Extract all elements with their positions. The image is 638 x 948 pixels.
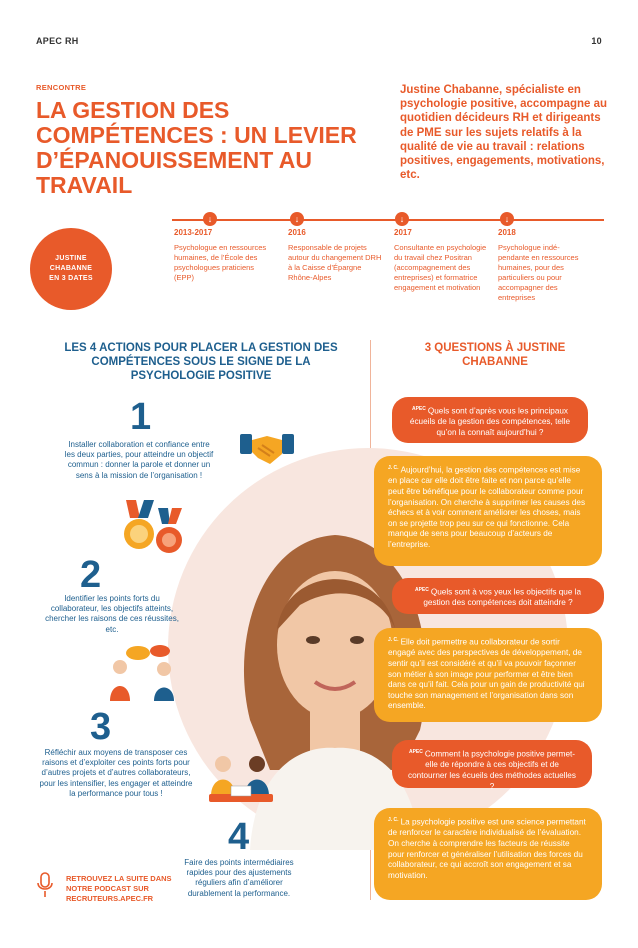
handshake-icon [240,428,294,470]
answer-text: Aujourd’hui, la gestion des compétences est mise en place car elle doit être faite et non parce qu’elle peut être bénéfique pour le collaborateur comme pour l’organisation. On cherche à supprimer les causes des échecs et à voir comment améliorer les choses, mais on se projette trop peu sur ce qui fonctionne. Cela manque de sens pour beaucoup d’acteurs de l’entreprise. [388,465,586,549]
question-bubble [392,397,588,443]
action-number: 2 [80,554,102,596]
action-number: 1 [130,396,152,438]
question-text: Quels sont d’après vous les principaux écueils de la gestion des compétences, telle qu’on la connaît aujourd’hui ? [409,406,571,437]
microphone-icon [36,872,54,898]
answer-tag: J. C. [388,465,399,471]
question-bubble [392,740,592,791]
questions-section-title: 3 QUESTIONS À JUSTINE CHABANNE [424,342,566,368]
action-text: Réfléchir aux moyens de transposer ces raisons et d’exploiter ces points forts pour d’autres projets et d’autres collaborateurs, pour les intensifier, les engager et atteindre la performance pour tous ! [39,748,193,798]
podcast-link[interactable]: RETROUVEZ LA SUITE DANS NOTRE PODCAST SUR RECRUTEURS.APEC.FR [66,874,172,903]
timeline-year: 2018 [498,228,516,237]
timeline-description: Psychologue indé-pendante en ressources humaines, pour des particuliers ou pour accompagner des entreprises [498,243,579,302]
dates-badge-label: JUSTINE CHABANNE EN 3 DATES [49,255,93,282]
discussion-icon [104,645,184,701]
question-bubble [392,578,604,614]
answer-text: Elle doit permettre au collaborateur de sortir engagé avec des perspectives de développement, de sentir qu’il est considéré et qu’il va pouvoir façonner son métier à son image pour performer et être bien dans ce qu’il fait. Cela pour un gain de productivité qui touche son management et l’organisation dans son ensemble. [388,637,585,711]
answer-text: La psychologie positive est une science permettant de renforcer le caractère individualisé de l’évaluation. On cherche à comprendre les facteurs de réussite pour renforcer et généraliser l’utilisation des forces du collaborateur, ce qui accroît son engagement et sa motivation. [388,817,586,880]
publication-name: APEC RH [36,36,79,46]
article-title: LA GESTION DES COMPÉTENCES : UN LEVIER D’ÉPANOUISSEMENT AU TRAVAIL [36,97,357,198]
answer-tag: J. C. [388,637,399,643]
timeline-description: Psychologue en ressources humaines, de l’École des psychologues praticiens (EPP) [174,243,267,282]
timeline-year: 2016 [288,228,306,237]
action-text: Faire des points intermédiaires rapides pour des ajustements réguliers afin d’améliorer durablement la performance. [184,858,294,898]
question-tag: APEC [411,406,426,412]
arrow-down-icon: ↓ [203,212,217,226]
timeline-description: Responsable de projets autour du changement DRH à la Caisse d’Épargne Rhône-Alpes [288,243,382,282]
medals-icon [118,500,184,562]
page-number: 10 [591,36,602,46]
timeline-line [172,219,604,221]
arrow-down-icon: ↓ [500,212,514,226]
answer-bubble [374,808,602,900]
question-text: Comment la psychologie positive permet-elle de répondre à ces objectifs et de contourner les écueils des méthodes actuelles ? [408,749,576,791]
question-text: Quels sont à vos yeux les objectifs que la gestion des compétences doit atteindre ? [423,587,582,608]
timeline-year: 2013-2017 [174,228,213,237]
timeline-description: Consultante en psychologie du travail chez Positran (accompagnement des entreprises) et formatrice engagement et motivation [394,243,487,292]
actions-section-title: LES 4 ACTIONS POUR PLACER LA GESTION DES COMPÉTENCES SOUS LE SIGNE DE LA PSYCHOLOGIE POSITIVE [64,342,338,382]
arrow-down-icon: ↓ [395,212,409,226]
answer-bubble [374,456,602,566]
action-text: Identifier les points forts du collaborateur, les objectifs atteints, chercher les raisons de ces réussites, etc. [45,594,179,634]
timeline-year: 2017 [394,228,412,237]
action-number: 4 [228,816,250,858]
arrow-down-icon: ↓ [290,212,304,226]
article-kicker: RENCONTRE [36,83,87,92]
answer-bubble [374,628,602,722]
dates-badge [30,228,112,310]
question-tag: APEC [414,587,429,593]
article-intro: Justine Chabanne, spécialiste en psychologie positive, accompagne au quotidien décideurs RH et dirigeants de PME sur les sujets relatifs à la qualité de vie au travail : relations positives, engagements, motivations, etc. [400,84,608,182]
meeting-icon [205,752,277,812]
answer-tag: J. C. [388,817,399,823]
question-tag: APEC [408,749,423,755]
action-number: 3 [90,706,112,748]
action-text: Installer collaboration et confiance entre les deux parties, pour atteindre un objectif commun : donner la parole et donner un sens à la mission de l’organisation ! [64,440,214,480]
